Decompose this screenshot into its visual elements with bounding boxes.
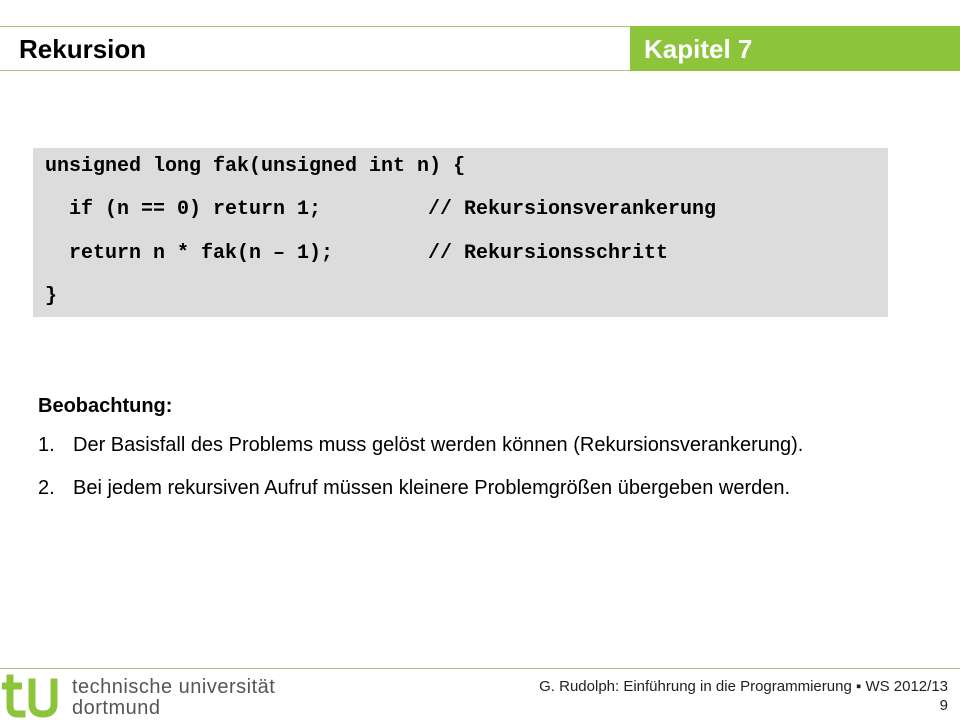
tu-logo-icon bbox=[0, 672, 66, 718]
code-comment-2: // Rekursionsverankerung bbox=[428, 198, 717, 221]
code-comment-3: // Rekursionsschritt bbox=[428, 242, 669, 265]
code-line-1: unsigned long fak(unsigned int n) { bbox=[45, 155, 466, 178]
header-rule-top bbox=[0, 26, 630, 27]
code-block bbox=[33, 148, 888, 317]
code-line-3: return n * fak(n – 1); bbox=[45, 242, 334, 265]
list-item-number: 2. bbox=[38, 477, 55, 499]
page-number: 9 bbox=[939, 697, 948, 714]
list-item: Der Basisfall des Problems muss gelöst werden können (Rekursionsverankerung). bbox=[73, 434, 804, 456]
list-item-number: 1. bbox=[38, 434, 55, 456]
code-line-4: } bbox=[45, 285, 58, 308]
chapter-label: Kapitel 7 bbox=[644, 34, 753, 64]
list-item: Bei jedem rekursiven Aufruf müssen kleinere Problemgrößen übergeben werden. bbox=[73, 477, 791, 499]
university-name: technische universität bbox=[72, 676, 276, 698]
slide-title: Rekursion bbox=[19, 34, 147, 64]
observation-heading: Beobachtung: bbox=[38, 395, 173, 417]
chapter-banner bbox=[630, 26, 960, 71]
header-rule-bottom bbox=[0, 70, 630, 71]
footer-citation: G. Rudolph: Einführung in die Programmierung ▪ WS 2012/13 bbox=[539, 678, 948, 695]
code-line-2: if (n == 0) return 1; bbox=[45, 198, 322, 221]
university-city: dortmund bbox=[72, 697, 161, 719]
footer-rule bbox=[0, 668, 960, 669]
